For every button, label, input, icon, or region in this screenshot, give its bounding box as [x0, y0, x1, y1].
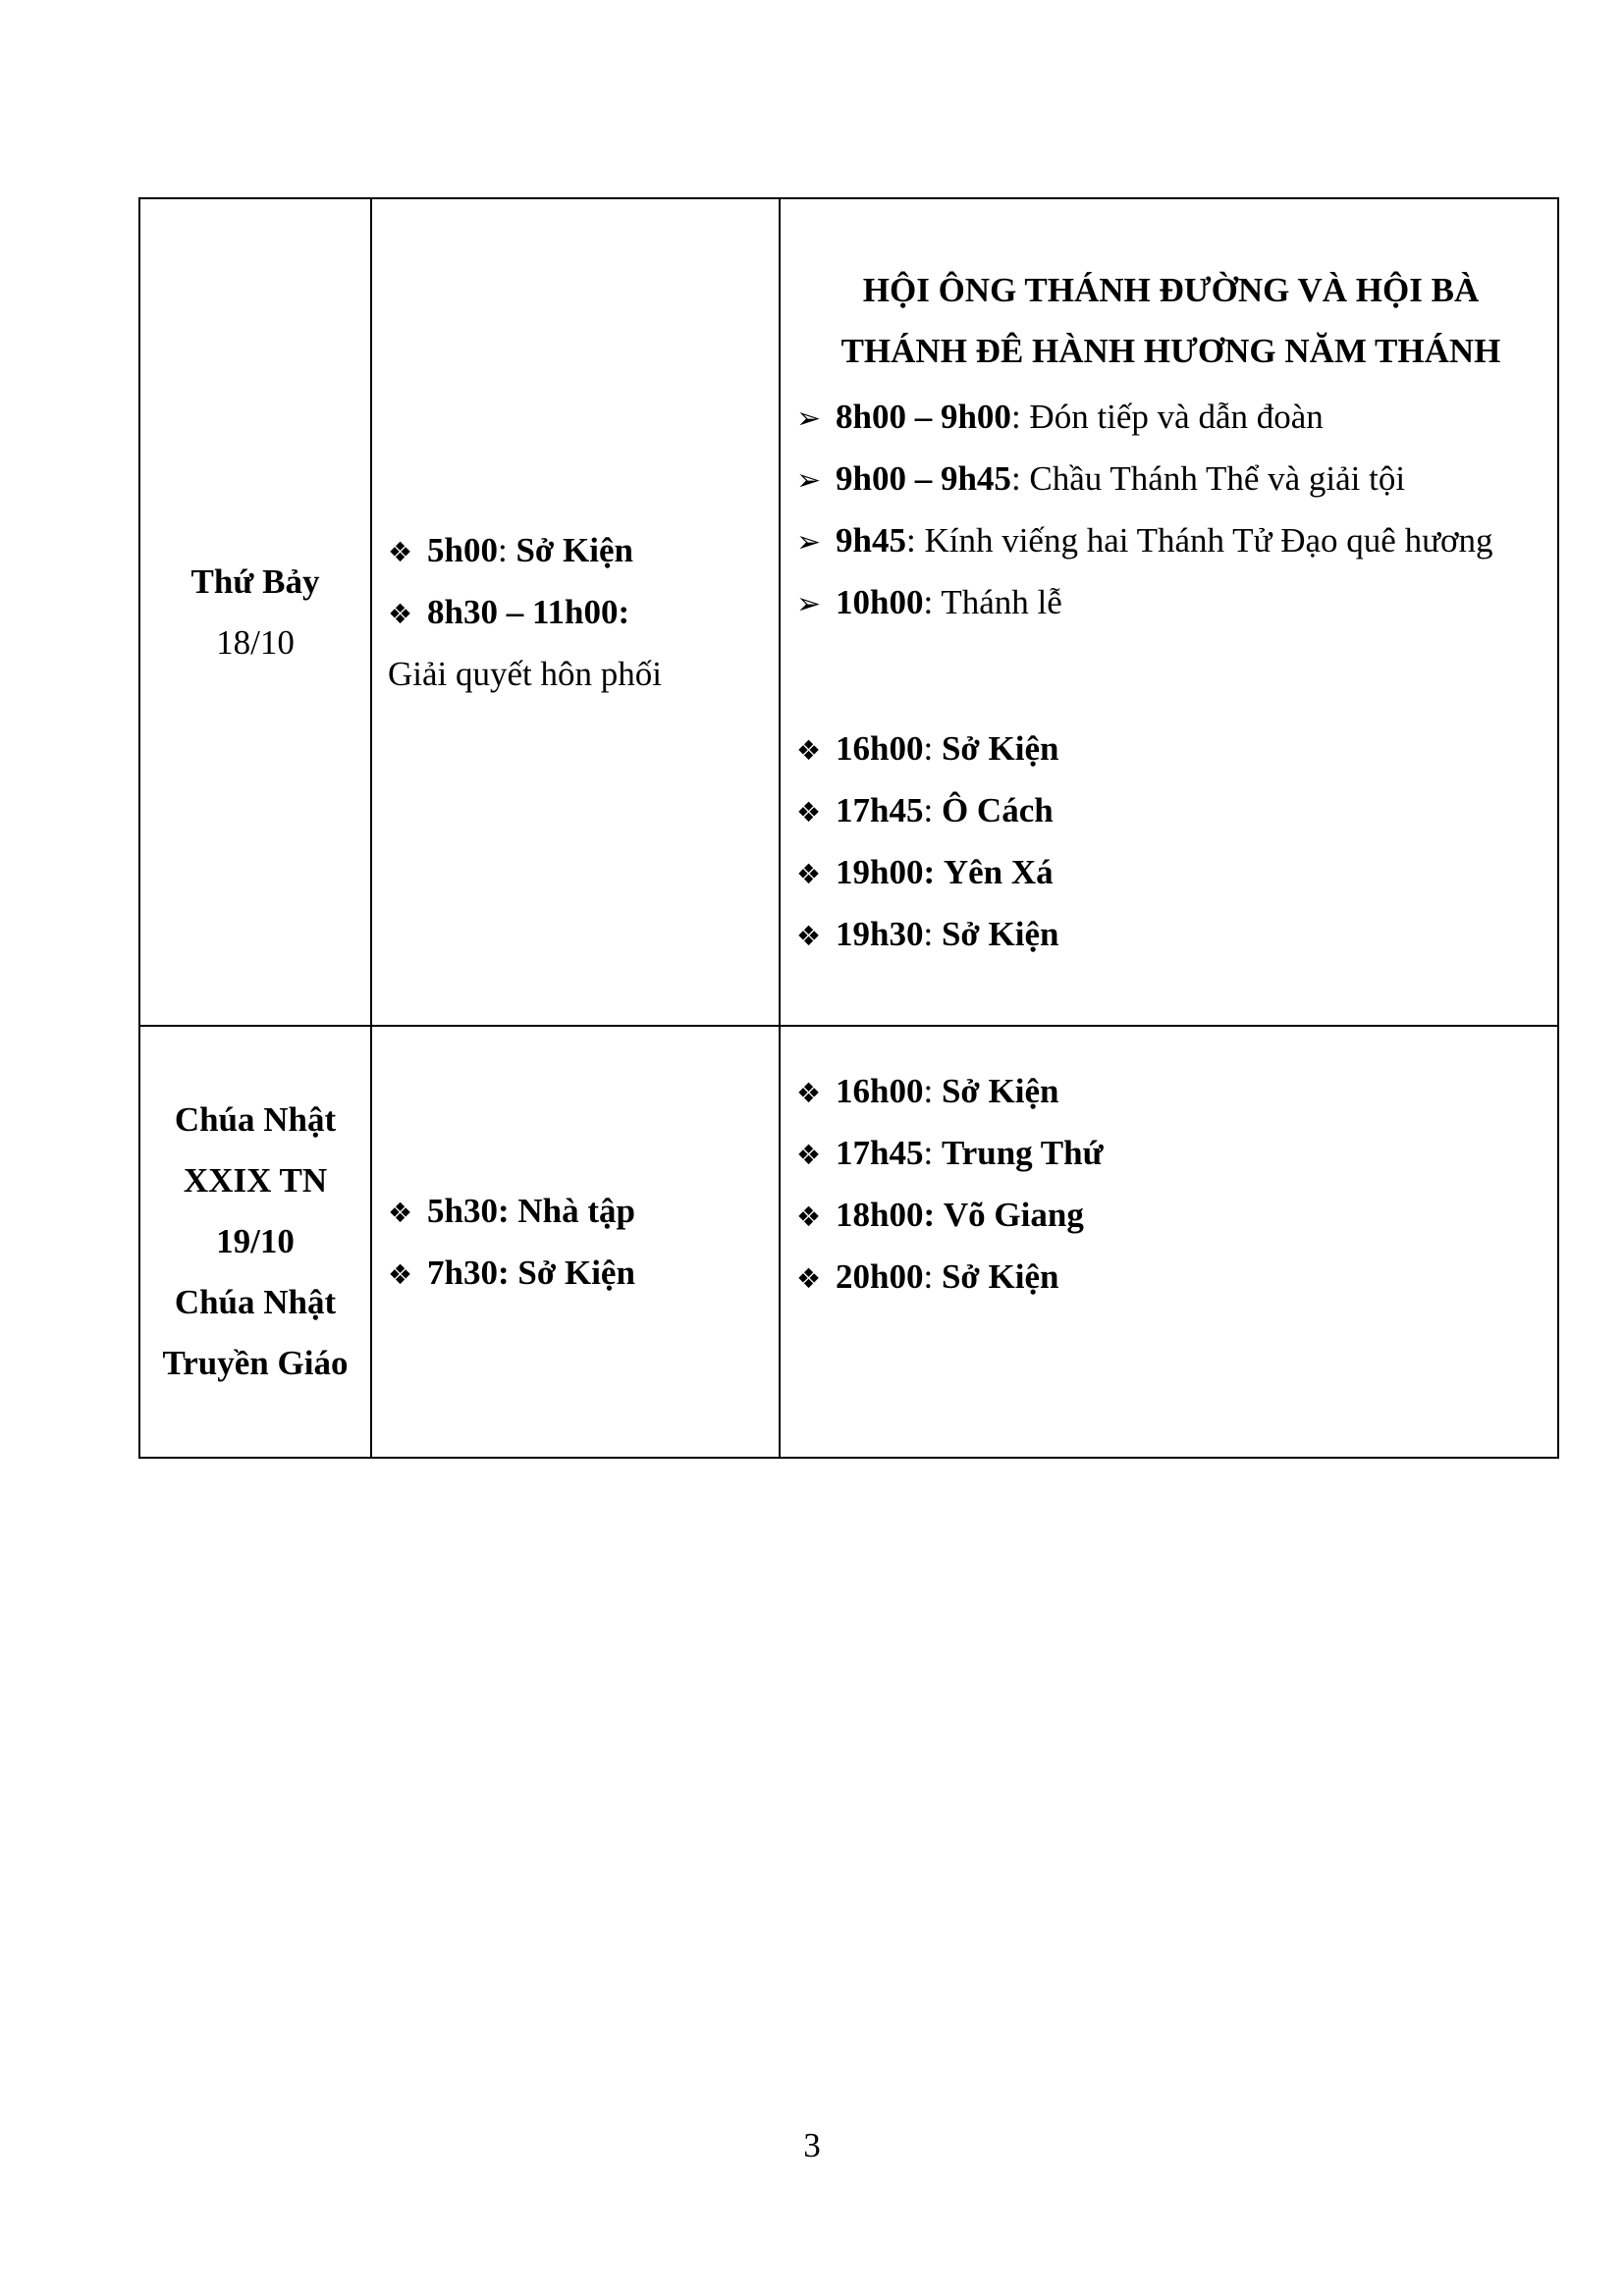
item-text: Thánh lễ	[941, 582, 1062, 621]
item-text: Kính viếng hai Thánh Tử Đạo quê hương	[924, 520, 1493, 560]
item-place: Sở Kiện	[941, 914, 1059, 953]
item-time: 17h45	[836, 790, 924, 829]
item-place: Sở Kiện	[941, 1072, 1059, 1110]
evening-cell	[780, 198, 1558, 1026]
sub-item	[796, 386, 1545, 448]
spacer	[796, 633, 1545, 718]
item-place: Yên Xá	[943, 852, 1054, 891]
diamond-bullet-icon: ❖	[796, 733, 822, 767]
item-time: 18h00:	[836, 1196, 936, 1234]
schedule-item	[796, 718, 1545, 779]
arrow-bullet-icon: ➢	[796, 524, 822, 560]
day-name: Thứ Bảy	[190, 561, 320, 601]
table-row	[139, 198, 1558, 1026]
item-time: 16h00	[836, 728, 924, 768]
schedule-item	[796, 779, 1545, 841]
diamond-bullet-icon: ❖	[388, 1197, 413, 1229]
item-time: 16h00	[836, 1072, 924, 1110]
item-text: Đón tiếp và dẫn đoàn	[1029, 397, 1324, 436]
item-place: Sở Kiện	[517, 1254, 635, 1292]
day-line: Chúa Nhật	[174, 1100, 337, 1139]
diamond-bullet-icon: ❖	[796, 1077, 822, 1109]
item-sep: :	[923, 728, 942, 768]
arrow-bullet-icon: ➢	[796, 462, 822, 498]
schedule-item	[796, 1246, 1545, 1308]
schedule-item	[388, 1180, 779, 1242]
item-place: Ô Cách	[941, 790, 1054, 829]
item-sep: :	[1010, 397, 1030, 436]
schedule-item	[388, 1242, 779, 1304]
item-sep: :	[923, 582, 942, 621]
item-sep: :	[923, 914, 942, 953]
item-sep: :	[905, 520, 925, 560]
item-time: 17h45	[836, 1134, 924, 1172]
item-place: Nhà tập	[517, 1192, 635, 1230]
item-time: 20h00	[836, 1257, 924, 1296]
item-time: 19h30	[836, 914, 924, 953]
item-sep	[935, 1196, 944, 1234]
sub-item	[796, 509, 1545, 571]
item-place: Sở Kiện	[515, 531, 633, 569]
diamond-bullet-icon: ❖	[796, 795, 822, 828]
sub-item	[796, 448, 1545, 509]
heading-line: HỘI ÔNG THÁNH ĐƯỜNG VÀ HỘI BÀ	[862, 270, 1480, 309]
item-time: 5h00	[427, 531, 498, 569]
schedule-item	[796, 1184, 1545, 1246]
day-cell	[139, 198, 371, 1026]
item-place: Sở Kiện	[941, 1257, 1059, 1296]
table-row	[139, 1026, 1558, 1458]
evening-cell	[780, 1026, 1558, 1458]
item-sep: :	[497, 531, 516, 569]
diamond-bullet-icon: ❖	[388, 536, 413, 568]
item-time: 8h30 – 11h00:	[427, 593, 630, 631]
schedule-item	[796, 1060, 1545, 1122]
item-sep: :	[923, 790, 942, 829]
morning-cell	[371, 198, 780, 1026]
page-number: 3	[803, 2126, 821, 2164]
arrow-bullet-icon: ➢	[796, 586, 822, 621]
item-sep: :	[1010, 458, 1030, 498]
morning-note: Giải quyết hôn phối	[388, 655, 662, 693]
diamond-bullet-icon: ❖	[388, 1258, 413, 1291]
item-place: Sở Kiện	[941, 728, 1059, 768]
diamond-bullet-icon: ❖	[796, 919, 822, 952]
item-time: 19h00:	[836, 852, 936, 891]
schedule-table	[138, 197, 1559, 1459]
item-sep: :	[923, 1072, 942, 1110]
day-line: Chúa Nhật	[174, 1283, 337, 1321]
item-place: Trung Thứ	[941, 1134, 1104, 1172]
arrow-bullet-icon: ➢	[796, 400, 822, 436]
day-date: 18/10	[216, 622, 295, 662]
item-time: 9h45	[836, 520, 906, 560]
diamond-bullet-icon: ❖	[388, 598, 413, 630]
item-time: 7h30:	[427, 1254, 510, 1292]
schedule-item	[796, 1122, 1545, 1184]
morning-cell	[371, 1026, 780, 1458]
day-line: 19/10	[216, 1222, 295, 1260]
diamond-bullet-icon: ❖	[796, 1262, 822, 1295]
diamond-bullet-icon: ❖	[796, 1201, 822, 1233]
schedule-item	[796, 841, 1545, 903]
day-cell	[139, 1026, 371, 1458]
heading-line: THÁNH ĐÊ HÀNH HƯƠNG NĂM THÁNH	[840, 331, 1501, 370]
item-time: 9h00 – 9h45	[836, 458, 1011, 498]
day-line: Truyền Giáo	[162, 1344, 349, 1382]
item-text: Chầu Thánh Thể và giải tội	[1029, 458, 1406, 498]
schedule-item	[388, 581, 779, 643]
day-line: XXIX TN	[183, 1161, 328, 1200]
event-heading	[796, 260, 1545, 382]
schedule-item	[796, 903, 1545, 965]
item-sep: :	[923, 1134, 942, 1172]
diamond-bullet-icon: ❖	[796, 857, 822, 890]
item-time: 10h00	[836, 582, 924, 621]
item-time: 5h30:	[427, 1192, 510, 1230]
sub-item	[796, 571, 1545, 633]
schedule-item	[388, 519, 779, 581]
item-sep	[935, 853, 944, 891]
item-place: Võ Giang	[943, 1196, 1084, 1234]
item-time: 8h00 – 9h00	[836, 397, 1011, 436]
diamond-bullet-icon: ❖	[796, 1139, 822, 1171]
item-sep: :	[923, 1257, 942, 1296]
